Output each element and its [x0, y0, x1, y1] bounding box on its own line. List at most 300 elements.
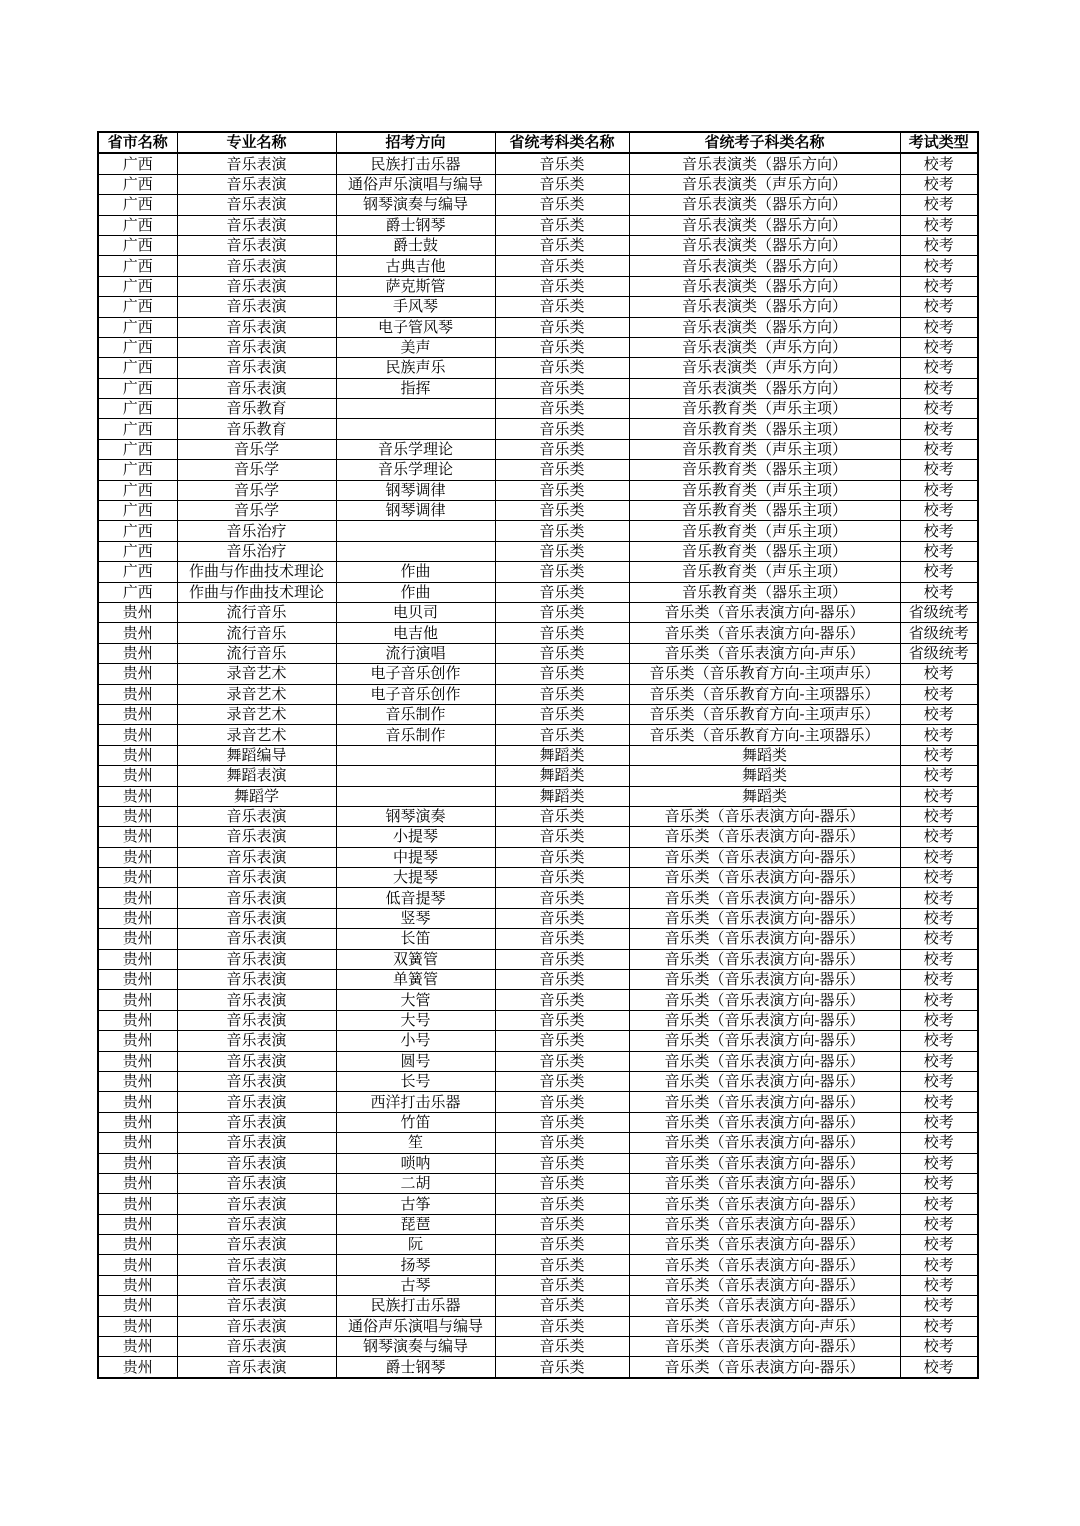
- cell-exam-category: 音乐类: [495, 521, 629, 541]
- cell-exam-type: 校考: [900, 1194, 978, 1214]
- cell-exam-type: 省级统考: [900, 602, 978, 622]
- cell-direction: 唢呐: [336, 1153, 495, 1173]
- cell-direction: 音乐制作: [336, 704, 495, 724]
- cell-major: 音乐学: [177, 501, 336, 521]
- cell-exam-subcategory: 音乐类（音乐表演方向-器乐）: [629, 1153, 900, 1173]
- cell-exam-category: 音乐类: [495, 684, 629, 704]
- cell-direction: 单簧管: [336, 970, 495, 990]
- cell-exam-category: 音乐类: [495, 480, 629, 500]
- cell-exam-type: 校考: [900, 766, 978, 786]
- cell-exam-subcategory: 音乐表演类（器乐方向）: [629, 378, 900, 398]
- cell-direction: 爵士钢琴: [336, 215, 495, 235]
- cell-province: 贵州: [98, 1337, 177, 1357]
- cell-province: 贵州: [98, 1092, 177, 1112]
- cell-exam-type: 校考: [900, 419, 978, 439]
- cell-exam-subcategory: 音乐类（音乐表演方向-器乐）: [629, 908, 900, 928]
- cell-exam-type: 校考: [900, 153, 978, 174]
- cell-province: 贵州: [98, 1296, 177, 1316]
- cell-direction: 爵士鼓: [336, 235, 495, 255]
- cell-province: 贵州: [98, 990, 177, 1010]
- cell-direction: 长笛: [336, 929, 495, 949]
- table-row: [98, 786, 978, 806]
- cell-major: 音乐表演: [177, 1112, 336, 1132]
- cell-exam-category: 音乐类: [495, 195, 629, 215]
- cell-exam-category: 音乐类: [495, 399, 629, 419]
- cell-exam-subcategory: 音乐教育类（器乐主项）: [629, 582, 900, 602]
- cell-exam-type: 校考: [900, 704, 978, 724]
- cell-major: 音乐教育: [177, 399, 336, 419]
- cell-major: 音乐学: [177, 460, 336, 480]
- cell-major: 音乐表演: [177, 215, 336, 235]
- cell-major: 音乐表演: [177, 337, 336, 357]
- cell-direction: 音乐学理论: [336, 439, 495, 459]
- cell-exam-type: 校考: [900, 1010, 978, 1030]
- cell-direction: 扬琴: [336, 1255, 495, 1275]
- cell-exam-category: 音乐类: [495, 1133, 629, 1153]
- cell-exam-category: 音乐类: [495, 358, 629, 378]
- table-row: [98, 541, 978, 561]
- cell-exam-category: 舞蹈类: [495, 786, 629, 806]
- cell-direction: 通俗声乐演唱与编导: [336, 1316, 495, 1336]
- cell-exam-category: 音乐类: [495, 501, 629, 521]
- cell-exam-category: 音乐类: [495, 1010, 629, 1030]
- cell-direction: 笙: [336, 1133, 495, 1153]
- cell-major: 音乐表演: [177, 317, 336, 337]
- cell-major: 音乐表演: [177, 1235, 336, 1255]
- table-header: [98, 132, 978, 153]
- cell-exam-subcategory: 音乐教育类（器乐主项）: [629, 541, 900, 561]
- cell-exam-category: 音乐类: [495, 256, 629, 276]
- cell-major: 舞蹈编导: [177, 745, 336, 765]
- cell-direction: 指挥: [336, 378, 495, 398]
- cell-exam-subcategory: 音乐教育类（声乐主项）: [629, 399, 900, 419]
- cell-exam-type: 校考: [900, 868, 978, 888]
- cell-exam-type: 校考: [900, 256, 978, 276]
- cell-direction: [336, 786, 495, 806]
- cell-major: 音乐表演: [177, 1214, 336, 1234]
- cell-province: 贵州: [98, 704, 177, 724]
- cell-province: 贵州: [98, 1051, 177, 1071]
- cell-exam-type: 校考: [900, 439, 978, 459]
- cell-province: 贵州: [98, 1235, 177, 1255]
- table-row: [98, 1031, 978, 1051]
- cell-exam-type: 校考: [900, 297, 978, 317]
- table-row: [98, 419, 978, 439]
- table-row: [98, 745, 978, 765]
- cell-exam-category: 音乐类: [495, 297, 629, 317]
- cell-exam-category: 音乐类: [495, 1275, 629, 1295]
- cell-exam-type: 校考: [900, 562, 978, 582]
- admissions-table: [97, 131, 979, 1379]
- table-row: [98, 949, 978, 969]
- cell-exam-type: 校考: [900, 1316, 978, 1336]
- cell-exam-category: 音乐类: [495, 1235, 629, 1255]
- cell-exam-subcategory: 音乐类（音乐表演方向-器乐）: [629, 1071, 900, 1091]
- cell-major: 音乐表演: [177, 908, 336, 928]
- cell-exam-subcategory: 音乐类（音乐表演方向-器乐）: [629, 1214, 900, 1234]
- cell-exam-subcategory: 音乐类（音乐教育方向-主项声乐）: [629, 704, 900, 724]
- cell-exam-type: 校考: [900, 174, 978, 194]
- cell-province: 广西: [98, 235, 177, 255]
- cell-direction: 低音提琴: [336, 888, 495, 908]
- table-row: [98, 1092, 978, 1112]
- cell-exam-category: 音乐类: [495, 888, 629, 908]
- cell-direction: 民族打击乐器: [336, 153, 495, 174]
- cell-major: 作曲与作曲技术理论: [177, 562, 336, 582]
- table-row: [98, 725, 978, 745]
- cell-direction: 双簧管: [336, 949, 495, 969]
- cell-major: 音乐表演: [177, 1275, 336, 1295]
- table-row: [98, 827, 978, 847]
- cell-exam-subcategory: 音乐教育类（声乐主项）: [629, 439, 900, 459]
- cell-exam-subcategory: 音乐教育类（器乐主项）: [629, 460, 900, 480]
- cell-exam-category: 音乐类: [495, 174, 629, 194]
- cell-exam-type: 校考: [900, 908, 978, 928]
- cell-major: 音乐表演: [177, 1071, 336, 1091]
- cell-exam-type: 校考: [900, 827, 978, 847]
- cell-province: 贵州: [98, 786, 177, 806]
- cell-direction: 古琴: [336, 1275, 495, 1295]
- cell-exam-subcategory: 舞蹈类: [629, 786, 900, 806]
- table-row: [98, 1194, 978, 1214]
- cell-major: 音乐表演: [177, 1010, 336, 1030]
- cell-province: 广西: [98, 153, 177, 174]
- cell-exam-category: 舞蹈类: [495, 745, 629, 765]
- cell-exam-type: 校考: [900, 1153, 978, 1173]
- cell-major: 音乐表演: [177, 1133, 336, 1153]
- cell-exam-category: 音乐类: [495, 847, 629, 867]
- cell-direction: 钢琴演奏与编导: [336, 1337, 495, 1357]
- cell-exam-type: 校考: [900, 317, 978, 337]
- cell-exam-category: 舞蹈类: [495, 766, 629, 786]
- cell-major: 音乐表演: [177, 949, 336, 969]
- header-exam-category: 省统考科类名称: [495, 132, 629, 153]
- cell-direction: [336, 745, 495, 765]
- cell-exam-type: 校考: [900, 806, 978, 826]
- cell-exam-subcategory: 音乐类（音乐表演方向-器乐）: [629, 1173, 900, 1193]
- cell-province: 贵州: [98, 827, 177, 847]
- cell-direction: 长号: [336, 1071, 495, 1091]
- cell-direction: 阮: [336, 1235, 495, 1255]
- cell-exam-subcategory: 音乐类（音乐表演方向-器乐）: [629, 949, 900, 969]
- cell-exam-type: 校考: [900, 1214, 978, 1234]
- header-direction: 招考方向: [336, 132, 495, 153]
- cell-exam-category: 音乐类: [495, 643, 629, 663]
- cell-direction: 美声: [336, 337, 495, 357]
- table-row: [98, 847, 978, 867]
- cell-province: 广西: [98, 419, 177, 439]
- cell-province: 贵州: [98, 847, 177, 867]
- table-row: [98, 684, 978, 704]
- cell-exam-category: 音乐类: [495, 439, 629, 459]
- cell-province: 贵州: [98, 868, 177, 888]
- cell-direction: 小号: [336, 1031, 495, 1051]
- cell-exam-type: 校考: [900, 745, 978, 765]
- cell-direction: 竖琴: [336, 908, 495, 928]
- header-exam-subcategory: 省统考子科类名称: [629, 132, 900, 153]
- table-row: [98, 153, 978, 174]
- table-row: [98, 521, 978, 541]
- table-row: [98, 1337, 978, 1357]
- cell-exam-type: 校考: [900, 1337, 978, 1357]
- table-row: [98, 235, 978, 255]
- cell-direction: 钢琴演奏与编导: [336, 195, 495, 215]
- header-major: 专业名称: [177, 132, 336, 153]
- cell-exam-subcategory: 音乐类（音乐表演方向-器乐）: [629, 602, 900, 622]
- table-body: [98, 153, 978, 1377]
- cell-exam-subcategory: 音乐类（音乐表演方向-器乐）: [629, 1296, 900, 1316]
- cell-major: 音乐表演: [177, 827, 336, 847]
- cell-exam-subcategory: 音乐类（音乐表演方向-器乐）: [629, 1051, 900, 1071]
- cell-direction: 流行演唱: [336, 643, 495, 663]
- cell-direction: 琵琶: [336, 1214, 495, 1234]
- cell-exam-subcategory: 音乐类（音乐表演方向-器乐）: [629, 888, 900, 908]
- cell-exam-category: 音乐类: [495, 725, 629, 745]
- cell-exam-subcategory: 音乐类（音乐表演方向-器乐）: [629, 1337, 900, 1357]
- cell-exam-subcategory: 音乐表演类（器乐方向）: [629, 297, 900, 317]
- cell-exam-category: 音乐类: [495, 1051, 629, 1071]
- table-row: [98, 174, 978, 194]
- cell-exam-category: 音乐类: [495, 1153, 629, 1173]
- cell-major: 流行音乐: [177, 623, 336, 643]
- cell-direction: 圆号: [336, 1051, 495, 1071]
- cell-province: 广西: [98, 460, 177, 480]
- cell-province: 贵州: [98, 1010, 177, 1030]
- cell-exam-category: 音乐类: [495, 602, 629, 622]
- cell-major: 音乐表演: [177, 806, 336, 826]
- table-row: [98, 1051, 978, 1071]
- cell-exam-category: 音乐类: [495, 827, 629, 847]
- cell-province: 贵州: [98, 602, 177, 622]
- cell-exam-subcategory: 音乐类（音乐表演方向-器乐）: [629, 868, 900, 888]
- cell-province: 贵州: [98, 1071, 177, 1091]
- table-row: [98, 1296, 978, 1316]
- cell-direction: [336, 541, 495, 561]
- table-row: [98, 1071, 978, 1091]
- cell-province: 广西: [98, 215, 177, 235]
- cell-major: 音乐表演: [177, 235, 336, 255]
- cell-exam-category: 音乐类: [495, 623, 629, 643]
- cell-exam-category: 音乐类: [495, 868, 629, 888]
- table-row: [98, 1235, 978, 1255]
- cell-major: 音乐学: [177, 439, 336, 459]
- cell-province: 广西: [98, 541, 177, 561]
- cell-exam-subcategory: 音乐类（音乐表演方向-器乐）: [629, 970, 900, 990]
- cell-exam-type: 校考: [900, 1357, 978, 1378]
- cell-major: 音乐表演: [177, 256, 336, 276]
- cell-province: 贵州: [98, 1194, 177, 1214]
- table-row: [98, 439, 978, 459]
- cell-province: 广西: [98, 378, 177, 398]
- cell-exam-subcategory: 音乐类（音乐表演方向-器乐）: [629, 1194, 900, 1214]
- cell-exam-subcategory: 音乐教育类（声乐主项）: [629, 562, 900, 582]
- cell-exam-type: 校考: [900, 195, 978, 215]
- cell-exam-type: 校考: [900, 684, 978, 704]
- cell-exam-type: 校考: [900, 786, 978, 806]
- cell-exam-subcategory: 音乐类（音乐表演方向-器乐）: [629, 1010, 900, 1030]
- cell-exam-type: 校考: [900, 337, 978, 357]
- cell-exam-category: 音乐类: [495, 908, 629, 928]
- table-row: [98, 1275, 978, 1295]
- cell-exam-type: 校考: [900, 1071, 978, 1091]
- cell-direction: 古典吉他: [336, 256, 495, 276]
- cell-province: 广西: [98, 439, 177, 459]
- cell-exam-type: 校考: [900, 1296, 978, 1316]
- cell-major: 音乐教育: [177, 419, 336, 439]
- cell-exam-category: 音乐类: [495, 541, 629, 561]
- table-row: [98, 766, 978, 786]
- cell-direction: 爵士钢琴: [336, 1357, 495, 1378]
- cell-exam-category: 音乐类: [495, 1214, 629, 1234]
- cell-province: 贵州: [98, 949, 177, 969]
- cell-exam-category: 音乐类: [495, 153, 629, 174]
- cell-exam-subcategory: 音乐表演类（声乐方向）: [629, 358, 900, 378]
- table-row: [98, 623, 978, 643]
- cell-exam-type: 校考: [900, 664, 978, 684]
- cell-exam-subcategory: 音乐表演类（器乐方向）: [629, 235, 900, 255]
- table-row: [98, 358, 978, 378]
- cell-exam-category: 音乐类: [495, 276, 629, 296]
- cell-major: 流行音乐: [177, 643, 336, 663]
- cell-direction: 民族声乐: [336, 358, 495, 378]
- table-row: [98, 378, 978, 398]
- cell-exam-type: 校考: [900, 582, 978, 602]
- cell-exam-category: 音乐类: [495, 704, 629, 724]
- cell-direction: [336, 521, 495, 541]
- cell-exam-type: 校考: [900, 235, 978, 255]
- cell-direction: 钢琴调律: [336, 501, 495, 521]
- cell-exam-subcategory: 音乐类（音乐表演方向-器乐）: [629, 990, 900, 1010]
- cell-exam-type: 校考: [900, 990, 978, 1010]
- table-row: [98, 1255, 978, 1275]
- table-row: [98, 602, 978, 622]
- cell-province: 广西: [98, 317, 177, 337]
- cell-exam-category: 音乐类: [495, 1255, 629, 1275]
- cell-exam-category: 音乐类: [495, 949, 629, 969]
- cell-major: 音乐表演: [177, 378, 336, 398]
- cell-exam-type: 省级统考: [900, 623, 978, 643]
- cell-major: 音乐表演: [177, 1092, 336, 1112]
- cell-major: 音乐表演: [177, 174, 336, 194]
- cell-province: 贵州: [98, 1214, 177, 1234]
- cell-exam-category: 音乐类: [495, 378, 629, 398]
- cell-province: 广西: [98, 399, 177, 419]
- cell-exam-subcategory: 舞蹈类: [629, 766, 900, 786]
- cell-province: 贵州: [98, 1255, 177, 1275]
- cell-exam-subcategory: 音乐教育类（声乐主项）: [629, 521, 900, 541]
- cell-exam-subcategory: 音乐类（音乐表演方向-器乐）: [629, 929, 900, 949]
- header-province: 省市名称: [98, 132, 177, 153]
- cell-province: 贵州: [98, 623, 177, 643]
- cell-major: 音乐表演: [177, 1194, 336, 1214]
- cell-direction: [336, 419, 495, 439]
- table-row: [98, 643, 978, 663]
- cell-province: 贵州: [98, 806, 177, 826]
- cell-exam-subcategory: 舞蹈类: [629, 745, 900, 765]
- cell-exam-subcategory: 音乐类（音乐表演方向-器乐）: [629, 1275, 900, 1295]
- cell-province: 贵州: [98, 970, 177, 990]
- cell-direction: 作曲: [336, 562, 495, 582]
- table-row: [98, 317, 978, 337]
- table-row: [98, 1214, 978, 1234]
- cell-exam-type: 校考: [900, 847, 978, 867]
- cell-exam-type: 校考: [900, 725, 978, 745]
- cell-major: 音乐治疗: [177, 521, 336, 541]
- cell-major: 音乐表演: [177, 847, 336, 867]
- cell-province: 广西: [98, 195, 177, 215]
- cell-major: 音乐表演: [177, 868, 336, 888]
- table-row: [98, 1010, 978, 1030]
- cell-major: 作曲与作曲技术理论: [177, 582, 336, 602]
- cell-exam-type: 校考: [900, 378, 978, 398]
- cell-exam-subcategory: 音乐类（音乐表演方向-器乐）: [629, 847, 900, 867]
- cell-exam-subcategory: 音乐表演类（器乐方向）: [629, 317, 900, 337]
- cell-exam-subcategory: 音乐类（音乐表演方向-器乐）: [629, 1031, 900, 1051]
- cell-province: 广西: [98, 501, 177, 521]
- cell-exam-subcategory: 音乐教育类（器乐主项）: [629, 419, 900, 439]
- cell-direction: 音乐制作: [336, 725, 495, 745]
- cell-exam-subcategory: 音乐教育类（器乐主项）: [629, 501, 900, 521]
- cell-province: 广西: [98, 480, 177, 500]
- cell-province: 贵州: [98, 766, 177, 786]
- cell-exam-subcategory: 音乐类（音乐表演方向-器乐）: [629, 1255, 900, 1275]
- cell-exam-subcategory: 音乐表演类（器乐方向）: [629, 153, 900, 174]
- cell-province: 广西: [98, 582, 177, 602]
- cell-exam-subcategory: 音乐类（音乐表演方向-器乐）: [629, 1357, 900, 1378]
- cell-direction: 电子管风琴: [336, 317, 495, 337]
- cell-exam-category: 音乐类: [495, 990, 629, 1010]
- table-row: [98, 1173, 978, 1193]
- cell-major: 音乐表演: [177, 1153, 336, 1173]
- cell-exam-type: 校考: [900, 1031, 978, 1051]
- cell-direction: 大号: [336, 1010, 495, 1030]
- cell-province: 贵州: [98, 1133, 177, 1153]
- cell-exam-category: 音乐类: [495, 1173, 629, 1193]
- cell-province: 广西: [98, 297, 177, 317]
- cell-direction: 作曲: [336, 582, 495, 602]
- table-row: [98, 990, 978, 1010]
- cell-exam-subcategory: 音乐表演类（器乐方向）: [629, 256, 900, 276]
- table-row: [98, 970, 978, 990]
- cell-exam-subcategory: 音乐类（音乐表演方向-声乐）: [629, 643, 900, 663]
- cell-major: 音乐表演: [177, 1051, 336, 1071]
- cell-exam-category: 音乐类: [495, 1316, 629, 1336]
- cell-exam-category: 音乐类: [495, 1296, 629, 1316]
- table-row: [98, 399, 978, 419]
- cell-province: 贵州: [98, 1316, 177, 1336]
- header-exam-type: 考试类型: [900, 132, 978, 153]
- cell-province: 贵州: [98, 908, 177, 928]
- table-row: [98, 806, 978, 826]
- cell-exam-category: 音乐类: [495, 806, 629, 826]
- cell-direction: 小提琴: [336, 827, 495, 847]
- cell-exam-type: 校考: [900, 929, 978, 949]
- cell-major: 音乐表演: [177, 990, 336, 1010]
- cell-direction: 电子音乐创作: [336, 684, 495, 704]
- cell-major: 录音艺术: [177, 664, 336, 684]
- cell-direction: 通俗声乐演唱与编导: [336, 174, 495, 194]
- cell-major: 音乐学: [177, 480, 336, 500]
- cell-province: 贵州: [98, 888, 177, 908]
- cell-major: 录音艺术: [177, 725, 336, 745]
- cell-major: 音乐表演: [177, 929, 336, 949]
- table-row: [98, 501, 978, 521]
- cell-exam-category: 音乐类: [495, 1357, 629, 1378]
- cell-province: 贵州: [98, 1173, 177, 1193]
- cell-exam-category: 音乐类: [495, 419, 629, 439]
- cell-direction: 大提琴: [336, 868, 495, 888]
- table-row: [98, 1133, 978, 1153]
